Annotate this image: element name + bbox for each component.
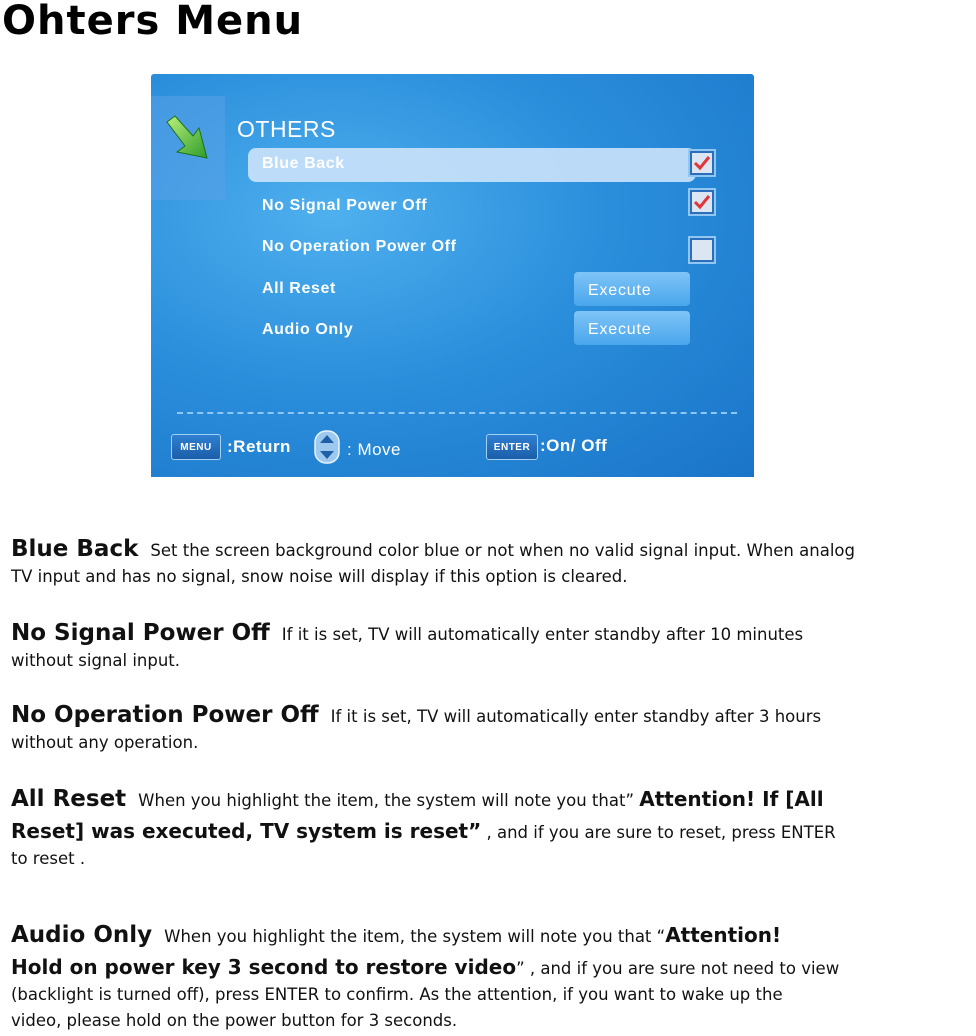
description-text: video, please hold on the power button for 3 seconds.: [11, 1011, 458, 1030]
attention-text: Attention!: [665, 923, 782, 947]
all-reset-execute-button[interactable]: Execute: [574, 272, 690, 306]
description-text: to reset .: [11, 849, 86, 868]
return-hint: :Return: [227, 437, 291, 456]
no-signal-description: [11, 618, 803, 676]
term-all-reset: All Reset: [11, 786, 127, 812]
menu-icon-panel: [151, 96, 225, 200]
menu-item-blue-back[interactable]: [248, 148, 696, 182]
no-operation-description: [11, 700, 821, 758]
up-down-arrows-icon: [314, 430, 340, 464]
menu-item-label: No Signal Power Off: [262, 197, 428, 214]
green-arrow-icon: [163, 114, 213, 162]
description-text: ” , and if you are sure not need to view: [516, 959, 840, 978]
menu-item-no-operation-power-off[interactable]: [248, 231, 696, 265]
checkmark-icon: [693, 154, 711, 172]
description-text: When you highlight the item, the system will note you that “: [164, 927, 666, 946]
description-text: , and if you are sure to reset, press ENTER: [481, 823, 836, 842]
description-text: without signal input.: [11, 651, 181, 670]
menu-item-no-signal-power-off[interactable]: [248, 190, 696, 224]
no-operation-checkbox[interactable]: [688, 236, 716, 264]
no-signal-checkbox[interactable]: [688, 188, 716, 216]
description-text: TV input and has no signal, snow noise will display if this option is cleared.: [11, 567, 628, 586]
description-text: When you highlight the item, the system will note you that”: [138, 791, 634, 810]
term-no-signal: No Signal Power Off: [11, 620, 270, 646]
menu-key-icon: MENU: [171, 434, 221, 460]
description-text: without any operation.: [11, 733, 199, 752]
description-text: Set the screen background color blue or not when no valid signal input. When analog: [150, 541, 855, 560]
audio-only-description: [11, 920, 839, 1036]
checkmark-icon: [693, 193, 711, 211]
divider: [177, 412, 737, 414]
on-off-hint: :On/ Off: [540, 436, 608, 455]
move-hint: : Move: [347, 440, 402, 459]
term-audio-only: Audio Only: [11, 922, 153, 948]
term-no-operation: No Operation Power Off: [11, 702, 319, 728]
description-text: If it is set, TV will automatically enter standby after 3 hours: [330, 707, 822, 726]
enter-key-icon: ENTER: [486, 434, 538, 460]
menu-item-label: Blue Back: [262, 155, 345, 172]
menu-item-label: All Reset: [262, 280, 336, 297]
blue-back-description: [11, 534, 855, 592]
all-reset-description: [11, 784, 836, 874]
osd-title: OTHERS: [237, 116, 336, 142]
attention-text: Reset] was executed, TV system is reset”: [11, 819, 482, 843]
menu-item-label: Audio Only: [262, 321, 354, 338]
attention-text: Hold on power key 3 second to restore video: [11, 955, 517, 979]
term-blue-back: Blue Back: [11, 536, 139, 562]
menu-item-label: No Operation Power Off: [262, 238, 457, 255]
description-text: (backlight is turned off), press ENTER to confirm. As the attention, if you want to wake up the: [11, 985, 783, 1004]
page-title: Ohters Menu: [2, 0, 304, 44]
others-menu-screen: [151, 74, 754, 477]
description-text: If it is set, TV will automatically enter standby after 10 minutes: [281, 625, 804, 644]
attention-text: Attention! If [All: [639, 787, 824, 811]
blue-back-checkbox[interactable]: [688, 149, 716, 177]
audio-only-execute-button[interactable]: Execute: [574, 311, 690, 345]
